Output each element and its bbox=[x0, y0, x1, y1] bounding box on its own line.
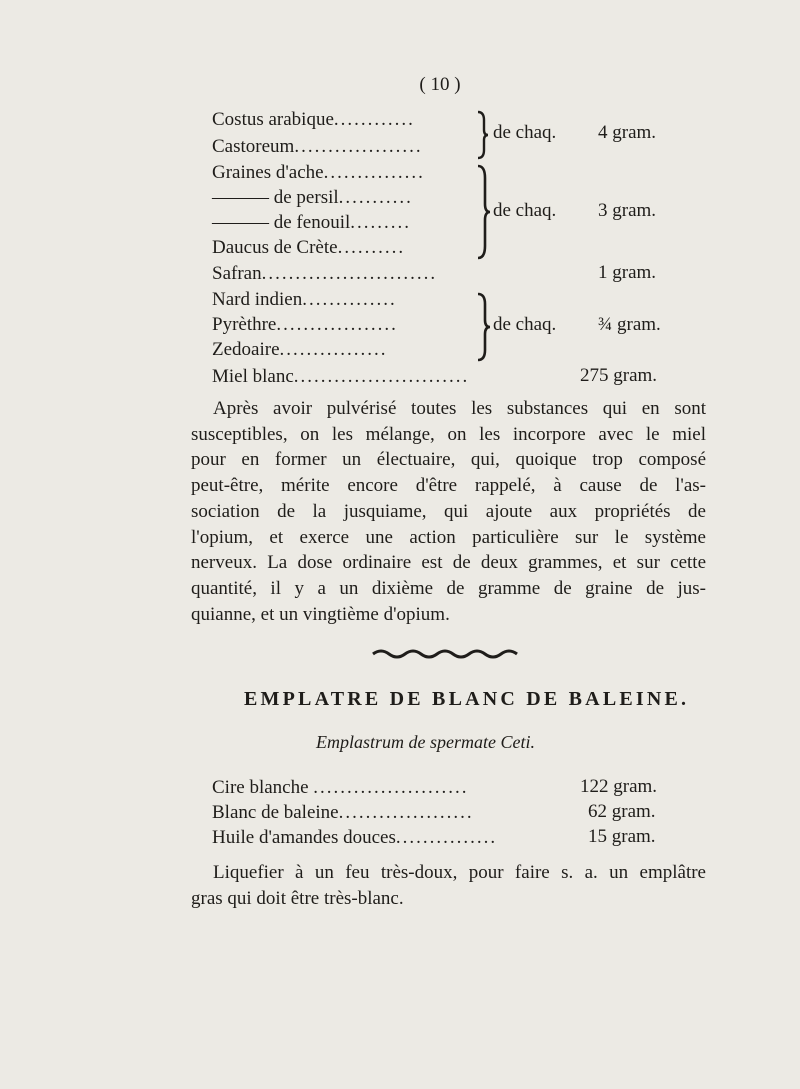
body-paragraph bbox=[191, 396, 706, 627]
leader-dots: .......................... bbox=[261, 263, 438, 284]
paragraph-line: nerveux. La dose ordinaire est de deux grammes, et sur cette bbox=[191, 552, 706, 574]
paragraph-line: Liquefier à un feu très-doux, pour faire s. a. un emplâtre bbox=[213, 862, 706, 883]
leader-dots: ....................... bbox=[313, 777, 469, 798]
leader-dots: ................ bbox=[279, 339, 388, 360]
ingredient-name: Zedoaire bbox=[212, 339, 280, 360]
each-label: de chaq. bbox=[493, 200, 557, 221]
ingredient-name: ——— de persil bbox=[212, 187, 339, 208]
page-number: ( 10 ) bbox=[419, 74, 461, 95]
amount: 4 gram. bbox=[598, 122, 657, 143]
leader-dots: .................. bbox=[276, 314, 398, 335]
ingredient-row bbox=[212, 211, 411, 235]
ingredient-name: Cire blanche bbox=[212, 777, 309, 798]
ingredient-row bbox=[212, 776, 469, 800]
curly-brace-icon bbox=[475, 110, 489, 160]
ingredient-row bbox=[212, 108, 415, 132]
paragraph-line: gras qui doit être très-blanc. bbox=[191, 887, 404, 909]
paragraph-line: quianne, et un vingtième d'opium. bbox=[191, 603, 450, 625]
ingredient-name: Pyrèthre bbox=[212, 314, 277, 335]
ingredient-name: ——— de fenouil bbox=[212, 212, 351, 233]
amount: 3 gram. bbox=[598, 200, 657, 221]
amount: 62 gram. bbox=[588, 801, 656, 822]
amount: 122 gram. bbox=[580, 776, 658, 797]
paragraph-line: Après avoir pulvérisé toutes les substances qui en sont bbox=[213, 398, 706, 419]
body-paragraph bbox=[191, 860, 706, 911]
curly-brace-icon bbox=[475, 292, 491, 362]
leader-dots: .................... bbox=[338, 802, 474, 823]
paragraph-line: l'opium, et exerce une action particulière sur le système bbox=[191, 526, 706, 548]
leader-dots: .......... bbox=[337, 237, 406, 258]
leader-dots: ............... bbox=[395, 827, 498, 848]
each-label: de chaq. bbox=[493, 314, 557, 335]
section-subtitle: Emplastrum de spermate Ceti. bbox=[316, 732, 535, 752]
leader-dots: ................... bbox=[294, 136, 423, 157]
ingredient-name: Daucus de Crète bbox=[212, 237, 338, 258]
ingredient-row bbox=[212, 186, 413, 210]
paragraph-line: pour en former un électuaire, qui, quoique trop composé bbox=[191, 449, 706, 471]
curly-brace-icon bbox=[475, 164, 491, 260]
ingredient-row bbox=[212, 236, 405, 260]
ingredient-name: Huile d'amandes douces bbox=[212, 827, 396, 848]
amount: 1 gram. bbox=[598, 262, 657, 283]
leader-dots: .............. bbox=[302, 289, 397, 310]
ingredient-name: Costus arabique bbox=[212, 109, 334, 130]
amount: 15 gram. bbox=[588, 826, 656, 847]
ingredient-row bbox=[212, 262, 437, 286]
leader-dots: ............ bbox=[333, 109, 415, 130]
ingredient-row bbox=[212, 338, 388, 362]
ingredient-name: Nard indien bbox=[212, 289, 303, 310]
leader-dots: ............... bbox=[323, 162, 425, 183]
ingredient-row bbox=[212, 826, 497, 850]
amount: ¾ gram. bbox=[598, 314, 661, 335]
section-title: EMPLATRE DE BLANC DE BALEINE. bbox=[244, 688, 690, 710]
amount: 275 gram. bbox=[580, 365, 658, 386]
paragraph-line: susceptibles, on les mélange, on les incorpore avec le miel bbox=[191, 423, 706, 445]
ingredient-row bbox=[212, 313, 398, 337]
leader-dots: ........... bbox=[338, 187, 413, 208]
ingredient-row bbox=[212, 135, 423, 159]
ingredient-row bbox=[212, 288, 397, 312]
ingredient-name: Safran bbox=[212, 263, 262, 284]
ingredient-row bbox=[212, 365, 469, 389]
leader-dots: .......................... bbox=[293, 366, 470, 387]
paragraph-line: sociation de la jusquiame, qui ajoute aux propriétés de bbox=[191, 500, 706, 522]
ingredient-row bbox=[212, 161, 425, 185]
ingredient-name: Miel blanc bbox=[212, 366, 294, 387]
ingredient-name: Graines d'ache bbox=[212, 162, 324, 183]
each-label: de chaq. bbox=[493, 122, 557, 143]
paragraph-line: quantité, il y a un dixième de gramme de graine de jus- bbox=[191, 577, 706, 599]
ingredient-name: Blanc de baleine bbox=[212, 802, 339, 823]
ornamental-divider bbox=[371, 645, 523, 661]
ingredient-name: Castoreum bbox=[212, 136, 295, 157]
ingredient-row bbox=[212, 801, 474, 825]
leader-dots: ......... bbox=[350, 212, 412, 233]
paragraph-line: peut-être, mérite encore d'être rappelé, à cause de l'as- bbox=[191, 475, 706, 497]
